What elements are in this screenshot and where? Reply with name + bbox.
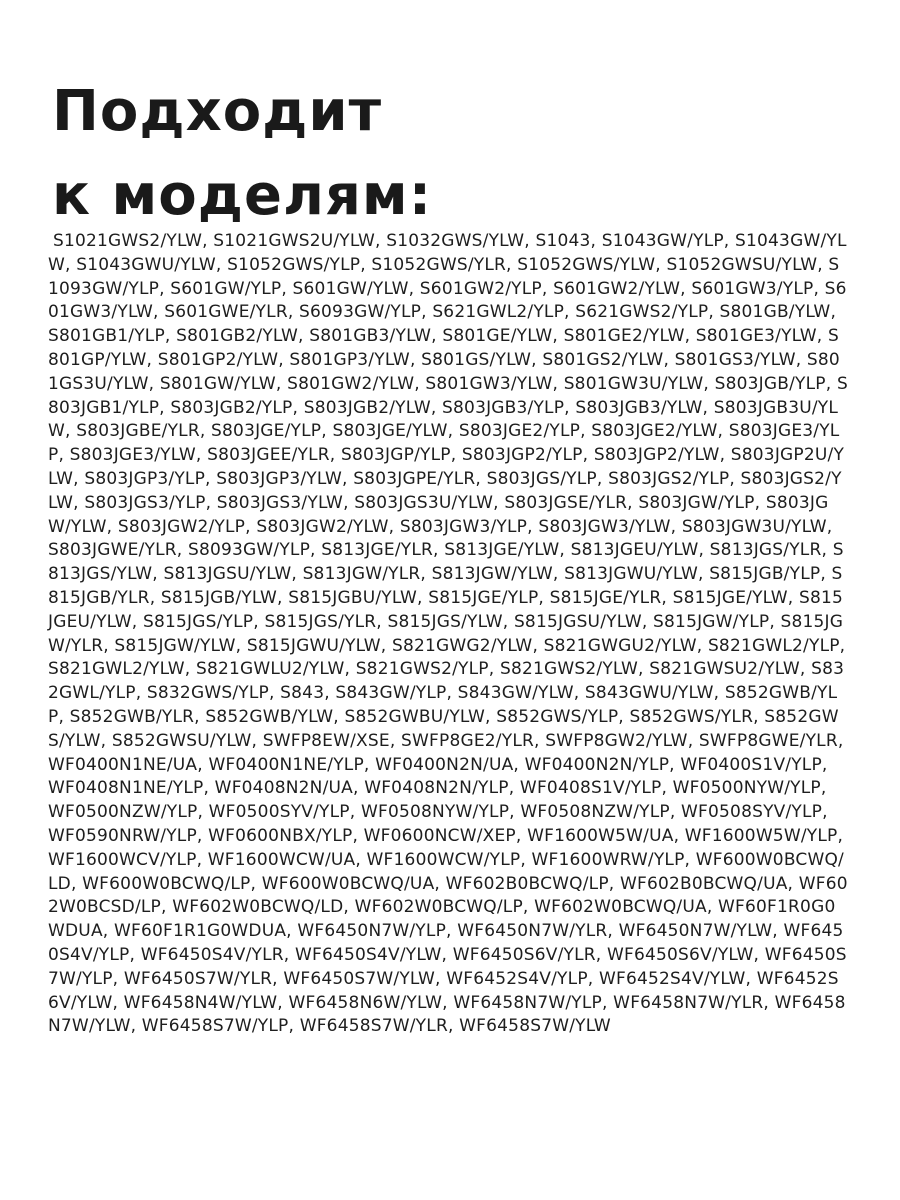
compatible-models-list: S1021GWS2/YLW, S1021GWS2U/YLW, S1032GWS/YLW, S1043, S1043GW/YLP, S1043GW/YLW, S1043GWU/YLW, S1052GWS/YLP, S1052GWS/YLR, S1052GWS/YLW, S1052GWSU/YLW, S1093GW/YLP, S601GW/YLP, S601GW/YLW, S601GW2/YLP, S601GW2/YLW, S601GW3/YLP, S601GW3/YLW, S601GWE/YLR, S6093GW/YLP, S621GWL2/YLP, S621GWS2/YLP, S801GB/YLW, S801GB1/YLP, S801GB2/YLW, S801GB3/YLW, S801GE/YLW, S801GE2/YLW, S801GE3/YLW, S801GP/YLW, S801GP2/YLW, S801GP3/YLW, S801GS/YLW, S801GS2/YLW, S801GS3/YLW, S801GS3U/YLW, S801GW/YLW, S801GW2/YLW, S801GW3/YLW, S801GW3U/YLW, S803JGB/YLP, S803JGB1/YLP, S803JGB2/YLP, S803JGB2/YLW, S803JGB3/YLP, S803JGB3/YLW, S803JGB3U/YLW, S803JGBE/YLR, S803JGE/YLP, S803JGE/YLW, S803JGE2/YLP, S803JGE2/YLW, S803JGE3/YLP, S803JGE3/YLW, S803JGEE/YLR, S803JGP/YLP, S803JGP2/YLP, S803JGP2/YLW, S803JGP2U/YLW, S803JGP3/YLP, S803JGP3/YLW, S803JGPE/YLR, S803JGS/YLP, S803JGS2/YLP, S803JGS2/YLW, S803JGS3/YLP, S803JGS3/YLW, S803JGS3U/YLW, S803JGSE/YLR, S803JGW/YLP, S803JGW/YLW, S803JGW2/YLP, S803JGW2/YLW, S803JGW3/YLP, S803JGW3/YLW, S803JGW3U/YLW, S803JGWE/YLR, S8093GW/YLP, S813JGE/YLR, S813JGE/YLW, S813JGEU/YLW, S813JGS/YLR, S813JGS/YLW, S813JGSU/YLW, S813JGW/YLR, S813JGW/YLW, S813JGWU/YLW, S815JGB/YLP, S815JGB/YLR, S815JGB/YLW, S815JGBU/YLW, S815JGE/YLP, S815JGE/YLR, S815JGE/YLW, S815JGEU/YLW, S815JGS/YLP, S815JGS/YLR, S815JGS/YLW, S815JGSU/YLW, S815JGW/YLP, S815JGW/YLR, S815JGW/YLW, S815JGWU/YLW, S821GWG2/YLW, S821GWGU2/YLW, S821GWL2/YLP, S821GWL2/YLW, S821GWLU2/YLW, S821GWS2/YLP, S821GWS2/YLW, S821GWSU2/YLW, S832GWL/YLP, S832GWS/YLP, S843, S843GW/YLP, S843GW/YLW, S843GWU/YLW, S852GWB/YLP, S852GWB/YLR, S852GWB/YLW, S852GWBU/YLW, S852GWS/YLP, S852GWS/YLR, S852GWS/YLW, S852GWSU/YLW, SWFP8EW/XSE, SWFP8GE2/YLR, SWFP8GW2/YLW, SWFP8GWE/YLR, WF0400N1NE/UA, WF0400N1NE/YLP, WF0400N2N/UA, WF0400N2N/YLP, WF0400S1V/YLP, WF0408N1NE/YLP, WF0408N2N/UA, WF0408N2N/YLP, WF0408S1V/YLP, WF0500NYW/YLP, WF0500NZW/YLP, WF0500SYV/YLP, WF0508NYW/YLP, WF0508NZW/YLP, WF0508SYV/YLP, WF0590NRW/YLP, WF0600NBX/YLP, WF0600NCW/XEP, WF1600W5W/UA, WF1600W5W/YLP, WF1600WCV/YLP, WF1600WCW/UA, WF1600WCW/YLP, WF1600WRW/YLP, WF600W0BCWQ/LD, WF600W0BCWQ/LP, WF600W0BCWQ/UA, WF602B0BCWQ/LP, WF602B0BCWQ/UA, WF602W0BCSD/LP, WF602W0BCWQ/LD, WF602W0BCWQ/LP, WF602W0BCWQ/UA, WF60F1R0G0WDUA, WF60F1R1G0WDUA, WF6450N7W/YLP, WF6450N7W/YLR, WF6450N7W/YLW, WF6450S4V/YLP, WF6450S4V/YLR, WF6450S4V/YLW, WF6450S6V/YLR, WF6450S6V/YLW, WF6450S7W/YLP, WF6450S7W/YLR, WF6450S7W/YLW, WF6452S4V/YLP, WF6452S4V/YLW, WF6452S6V/YLW, WF6458N4W/YLW, WF6458N6W/YLW, WF6458N7W/YLP, WF6458N7W/YLR, WF6458N7W/YLW, WF6458S7W/YLP, WF6458S7W/YLR, WF6458S7W/YLW: [48, 231, 848, 1037]
title-line-1: Подходит: [52, 79, 383, 144]
page-title: [52, 70, 432, 238]
title-line-2: к моделям:: [52, 163, 433, 228]
